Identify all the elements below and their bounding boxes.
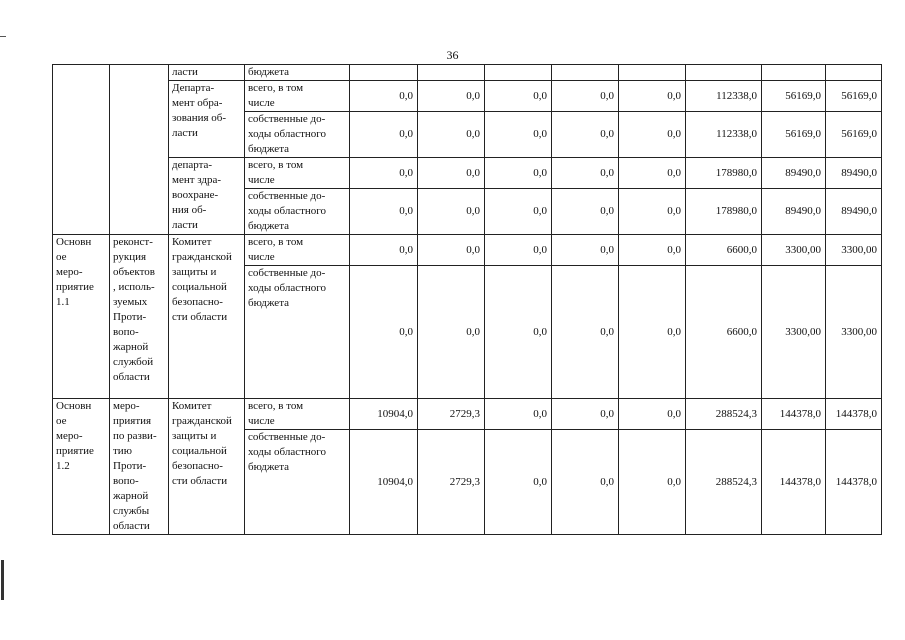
value-cell: 0,0	[485, 189, 552, 235]
value-cell: 178980,0	[686, 158, 762, 189]
value-cell: 89490,0	[762, 158, 826, 189]
value-cell	[826, 65, 882, 81]
value-cell	[485, 65, 552, 81]
value-cell: 0,0	[418, 235, 485, 266]
value-cell: 6600,0	[686, 235, 762, 266]
value-cell: 0,0	[418, 158, 485, 189]
funding-source-cell: собственные до- ходы областного бюджета	[245, 430, 350, 535]
value-cell: 0,0	[552, 158, 619, 189]
value-cell	[762, 65, 826, 81]
value-cell	[552, 65, 619, 81]
table-row	[53, 235, 882, 266]
value-cell: 0,0	[350, 81, 418, 112]
value-cell: 0,0	[619, 81, 686, 112]
value-cell: 0,0	[552, 189, 619, 235]
value-cell: 3300,00	[762, 266, 826, 399]
value-cell: 144378,0	[826, 399, 882, 430]
indicator-cell	[53, 65, 110, 235]
executor-cell: Комитет гражданской защиты и социальной безопасно- сти области	[169, 235, 245, 399]
value-cell: 3300,00	[826, 235, 882, 266]
value-cell: 0,0	[552, 81, 619, 112]
value-cell: 144378,0	[826, 430, 882, 535]
value-cell: 3300,00	[762, 235, 826, 266]
value-cell: 0,0	[418, 81, 485, 112]
value-cell: 178980,0	[686, 189, 762, 235]
value-cell	[350, 65, 418, 81]
scan-edge-mark-top	[0, 36, 6, 37]
value-cell: 0,0	[350, 189, 418, 235]
value-cell: 10904,0	[350, 399, 418, 430]
value-cell: 0,0	[485, 266, 552, 399]
value-cell: 0,0	[350, 112, 418, 158]
budget-table	[52, 64, 882, 535]
funding-source-cell: всего, в том числе	[245, 235, 350, 266]
value-cell: 0,0	[485, 235, 552, 266]
value-cell: 0,0	[552, 266, 619, 399]
value-cell: 0,0	[552, 112, 619, 158]
funding-source-cell: бюджета	[245, 65, 350, 81]
value-cell: 0,0	[485, 81, 552, 112]
indicator-cell: Основн ое меро- приятие 1.1	[53, 235, 110, 399]
value-cell: 3300,00	[826, 266, 882, 399]
funding-source-cell: всего, в том числе	[245, 81, 350, 112]
value-cell: 0,0	[485, 430, 552, 535]
value-cell: 288524,3	[686, 430, 762, 535]
value-cell: 89490,0	[762, 189, 826, 235]
value-cell: 0,0	[485, 158, 552, 189]
table-row	[53, 81, 882, 112]
value-cell: 0,0	[619, 112, 686, 158]
value-cell: 0,0	[619, 430, 686, 535]
value-cell: 0,0	[552, 235, 619, 266]
measure-cell	[110, 65, 169, 235]
funding-source-cell: собственные до- ходы областного бюджета	[245, 266, 350, 399]
executor-cell: Департа- мент обра- зования об- ласти	[169, 81, 245, 158]
table-row	[53, 65, 882, 81]
value-cell: 0,0	[350, 158, 418, 189]
value-cell: 56169,0	[826, 81, 882, 112]
value-cell: 89490,0	[826, 189, 882, 235]
executor-cell: департа- мент здра- воохране- ния об- ласти	[169, 158, 245, 235]
value-cell: 0,0	[552, 399, 619, 430]
executor-cell: Комитет гражданской защиты и социальной безопасно- сти области	[169, 399, 245, 535]
scan-edge-mark-bottom	[1, 560, 4, 600]
funding-source-cell: всего, в том числе	[245, 399, 350, 430]
executor-cell: ласти	[169, 65, 245, 81]
value-cell: 0,0	[619, 235, 686, 266]
value-cell: 0,0	[619, 266, 686, 399]
value-cell: 0,0	[350, 235, 418, 266]
value-cell	[418, 65, 485, 81]
value-cell: 89490,0	[826, 158, 882, 189]
value-cell: 0,0	[485, 399, 552, 430]
value-cell: 112338,0	[686, 112, 762, 158]
value-cell	[619, 65, 686, 81]
value-cell: 0,0	[485, 112, 552, 158]
value-cell: 144378,0	[762, 399, 826, 430]
value-cell: 0,0	[418, 189, 485, 235]
value-cell: 56169,0	[762, 81, 826, 112]
measure-cell: меро- приятия по разви- тию Проти- вопо- жарной службы области	[110, 399, 169, 535]
value-cell: 0,0	[619, 189, 686, 235]
value-cell	[686, 65, 762, 81]
value-cell: 144378,0	[762, 430, 826, 535]
value-cell: 10904,0	[350, 430, 418, 535]
value-cell: 2729,3	[418, 399, 485, 430]
value-cell: 288524,3	[686, 399, 762, 430]
value-cell: 112338,0	[686, 81, 762, 112]
value-cell: 0,0	[619, 399, 686, 430]
value-cell: 0,0	[418, 266, 485, 399]
value-cell: 0,0	[552, 430, 619, 535]
indicator-cell: Основн ое меро- приятие 1.2	[53, 399, 110, 535]
value-cell: 2729,3	[418, 430, 485, 535]
page-number: 36	[446, 48, 459, 62]
value-cell: 0,0	[619, 158, 686, 189]
value-cell: 0,0	[350, 266, 418, 399]
measure-cell: реконст- рукция объектов , исполь- зуемых Проти- вопо- жарной службой области	[110, 235, 169, 399]
value-cell: 6600,0	[686, 266, 762, 399]
value-cell: 56169,0	[826, 112, 882, 158]
table-row	[53, 158, 882, 189]
table-row	[53, 399, 882, 430]
funding-source-cell: всего, в том числе	[245, 158, 350, 189]
funding-source-cell: собственные до- ходы областного бюджета	[245, 189, 350, 235]
value-cell: 0,0	[418, 112, 485, 158]
funding-source-cell: собственные до- ходы областного бюджета	[245, 112, 350, 158]
value-cell: 56169,0	[762, 112, 826, 158]
